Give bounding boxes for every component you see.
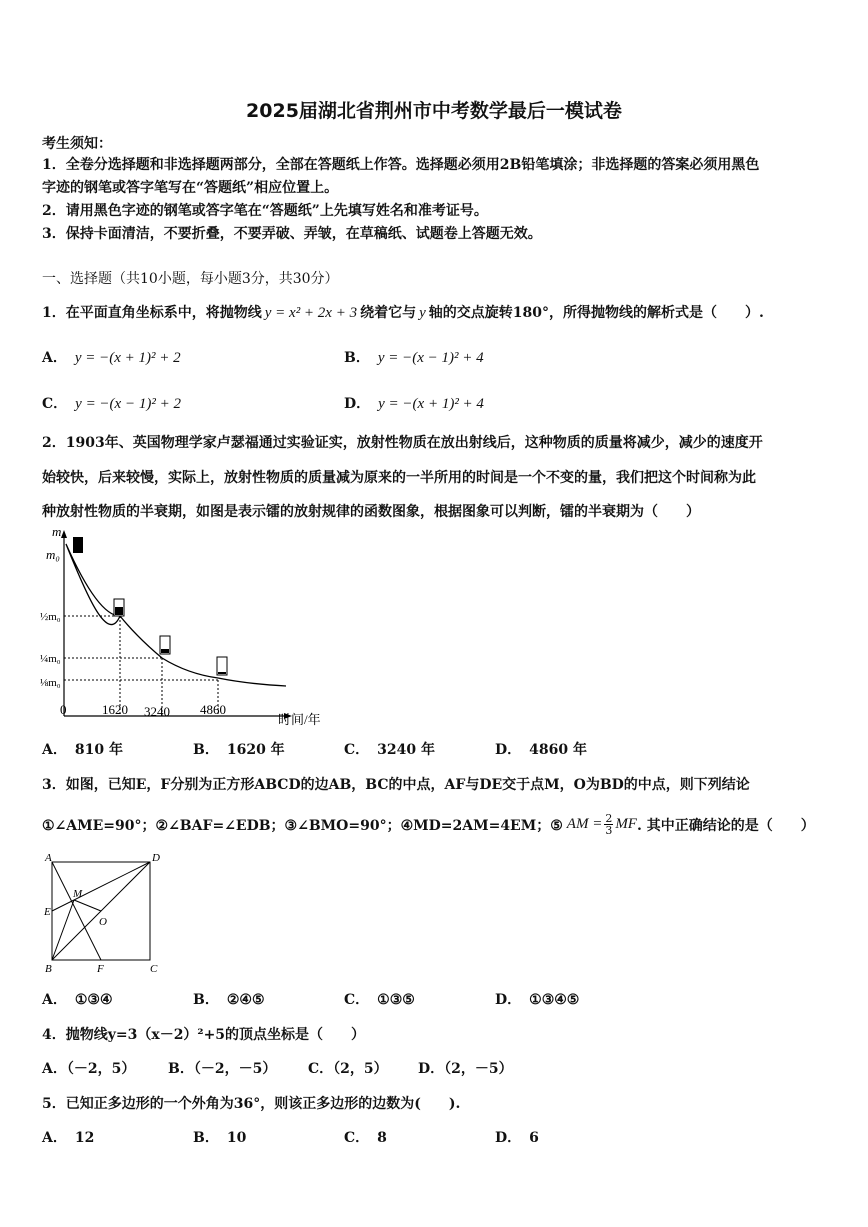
option-text: ①③⑤ [377, 992, 415, 1008]
y-tick-m0: m₀ [46, 547, 60, 562]
option-text: （－2，－5） [193, 1061, 277, 1077]
option-b[interactable] [193, 739, 285, 759]
option-text: 810 年 [74, 742, 123, 758]
y-tick-quarter: ¼m₀ [40, 653, 61, 665]
option-d[interactable] [495, 739, 587, 759]
question-3-line2 [42, 813, 815, 836]
question-text: 绕着它与 [360, 305, 417, 321]
x-tick: 1620 [102, 702, 128, 717]
option-text: 12 [74, 1130, 95, 1146]
option-label: D． [495, 1130, 522, 1146]
option-label: D． [495, 992, 522, 1008]
question-3-line: 3．如图，已知E，F分别为正方形ABCD的边AB，BC的中点，AF与DE交于点M，O为BD的中点，则下列结论 [42, 777, 750, 793]
option-text: 10 [226, 1130, 247, 1146]
question-2-line: 种放射性物质的半衰期，如图是表示镭的放射规律的函数图象，根据图象可以判断，镭的半衰期为（ ） [42, 504, 700, 520]
square-figure [40, 851, 170, 977]
question-variable: y [419, 305, 426, 321]
option-b[interactable] [168, 1058, 276, 1078]
option-label: D． [495, 742, 522, 758]
option-a[interactable] [42, 739, 123, 759]
decay-curve [66, 544, 286, 686]
option-label: A． [42, 992, 67, 1008]
line-af [52, 862, 101, 960]
option-expr: y = −(x + 1)² + 2 [74, 350, 181, 366]
label-a: A [45, 852, 52, 864]
option-c[interactable] [344, 989, 415, 1009]
option-label: A． [42, 1061, 67, 1077]
fraction [604, 813, 613, 836]
option-label: B． [193, 992, 219, 1008]
question-text: . 其中正确结论的是（ ） [636, 817, 815, 834]
option-d[interactable] [495, 1127, 539, 1147]
page-title: 2025届湖北省荆州市中考数学最后一模试卷 [246, 100, 622, 122]
option-label: B． [193, 742, 219, 758]
option-text: （2，－5） [444, 1061, 513, 1077]
line-de [52, 862, 150, 911]
section-heading: 一、选择题（共10小题，每小题3分，共30分） [42, 271, 339, 287]
option-d[interactable] [344, 393, 484, 413]
x-tick: 3240 [144, 704, 170, 719]
fraction-right: MF [615, 816, 637, 832]
label-m: M [73, 888, 83, 900]
option-text: （－2，5） [66, 1061, 136, 1077]
option-expr: y = −(x − 1)² + 4 [377, 350, 484, 366]
option-text: 8 [377, 1130, 387, 1146]
y-tick-eighth: ⅛m₀ [40, 677, 61, 689]
question-2-line: 始较快，后来较慢，实际上，放射性物质的质量减为原来的一半所用的时间是一个不变的量，我们把这个时间称为此 [42, 470, 756, 486]
fraction-denominator: 3 [605, 824, 613, 837]
label-f: F [97, 963, 104, 975]
option-expr: y = −(x − 1)² + 2 [75, 396, 181, 412]
question-text: ①∠AME=90°；②∠BAF=∠EDB；③∠BMO=90°；④MD=2AM=4EM；⑤ [42, 817, 563, 834]
option-label: A． [42, 350, 67, 366]
question-4-text: 4．抛物线y=3（x－2）²+5的顶点坐标是（ ） [42, 1027, 366, 1043]
option-c[interactable] [308, 1058, 388, 1078]
option-label: B． [193, 1130, 219, 1146]
option-label: C． [344, 742, 370, 758]
fraction-left: AM = [566, 816, 603, 832]
fraction-numerator: 2 [605, 812, 613, 825]
option-text: ②④⑤ [226, 992, 265, 1008]
label-e: E [44, 906, 51, 918]
option-text: （2，5） [333, 1061, 388, 1077]
question-text: 1．在平面直角坐标系中，将抛物线 [42, 305, 262, 321]
y-tick-half: ½m₀ [40, 611, 61, 623]
option-c[interactable] [42, 393, 181, 413]
line-mo [74, 900, 101, 911]
label-d: D [152, 852, 160, 864]
option-c[interactable] [344, 739, 435, 759]
option-a[interactable] [42, 1058, 135, 1078]
option-label: B． [168, 1061, 194, 1077]
vial-full [73, 537, 83, 553]
question-1 [42, 302, 764, 322]
option-expr: y = −(x + 1)² + 4 [378, 396, 484, 412]
option-label: D． [344, 396, 371, 412]
option-label: C． [344, 1130, 370, 1146]
option-a[interactable] [42, 1127, 94, 1147]
notice-heading: 考生须知： [42, 136, 112, 152]
option-a[interactable] [42, 989, 113, 1009]
question-formula: y = x² + 2x + 3 [264, 305, 358, 321]
notice-item: 3．保持卡面清洁，不要折叠，不要弄破、弄皱，在草稿纸、试题卷上答题无效。 [42, 226, 542, 242]
option-text: ①③④ [74, 992, 113, 1008]
option-c[interactable] [344, 1127, 387, 1147]
notice-item: 字迹的钢笔或答字笔写在“答题纸”相应位置上。 [42, 180, 339, 196]
option-text: ①③④⑤ [529, 992, 580, 1008]
option-label: A． [42, 742, 67, 758]
label-c: C [150, 963, 158, 975]
decay-graph [38, 524, 338, 728]
option-d[interactable] [495, 989, 579, 1009]
option-d[interactable] [418, 1058, 513, 1078]
option-text: 1620 年 [226, 742, 285, 758]
option-b[interactable] [344, 347, 484, 367]
notice-item: 1．全卷分选择题和非选择题两部分，全部在答题纸上作答。选择题必须用2B铅笔填涂；非选择题的答案必须用黑色 [42, 157, 760, 173]
origin-label: 0 [60, 702, 67, 717]
label-b: B [45, 963, 52, 975]
option-label: C． [308, 1061, 334, 1077]
option-b[interactable] [193, 1127, 246, 1147]
y-axis-label: m [52, 524, 62, 539]
x-axis-label: 时间/年 [278, 712, 321, 727]
question-text: 轴的交点旋转180°，所得抛物线的解析式是（ ）. [428, 305, 764, 321]
option-label: C． [344, 992, 370, 1008]
option-b[interactable] [193, 989, 265, 1009]
option-label: D． [418, 1061, 445, 1077]
option-label: B． [344, 350, 370, 366]
y-axis-arrow [61, 530, 67, 538]
option-label: C． [42, 396, 68, 412]
option-text: 4860 年 [529, 742, 587, 758]
x-tick: 4860 [200, 702, 226, 717]
option-a[interactable] [42, 347, 181, 367]
label-o: O [99, 916, 107, 928]
question-5-text: 5．已知正多边形的一个外角为36°，则该正多边形的边数为( ). [42, 1096, 461, 1112]
option-text: 6 [529, 1130, 539, 1146]
notice-item: 2．请用黑色字迹的钢笔或答字笔在“答题纸”上先填写姓名和准考证号。 [42, 203, 488, 219]
question-2-line: 2．1903年、英国物理学家卢瑟福通过实验证实，放射性物质在放出射线后，这种物质的质量将减少，减少的速度开 [42, 435, 763, 451]
option-text: 3240 年 [377, 742, 435, 758]
option-label: A． [42, 1130, 67, 1146]
